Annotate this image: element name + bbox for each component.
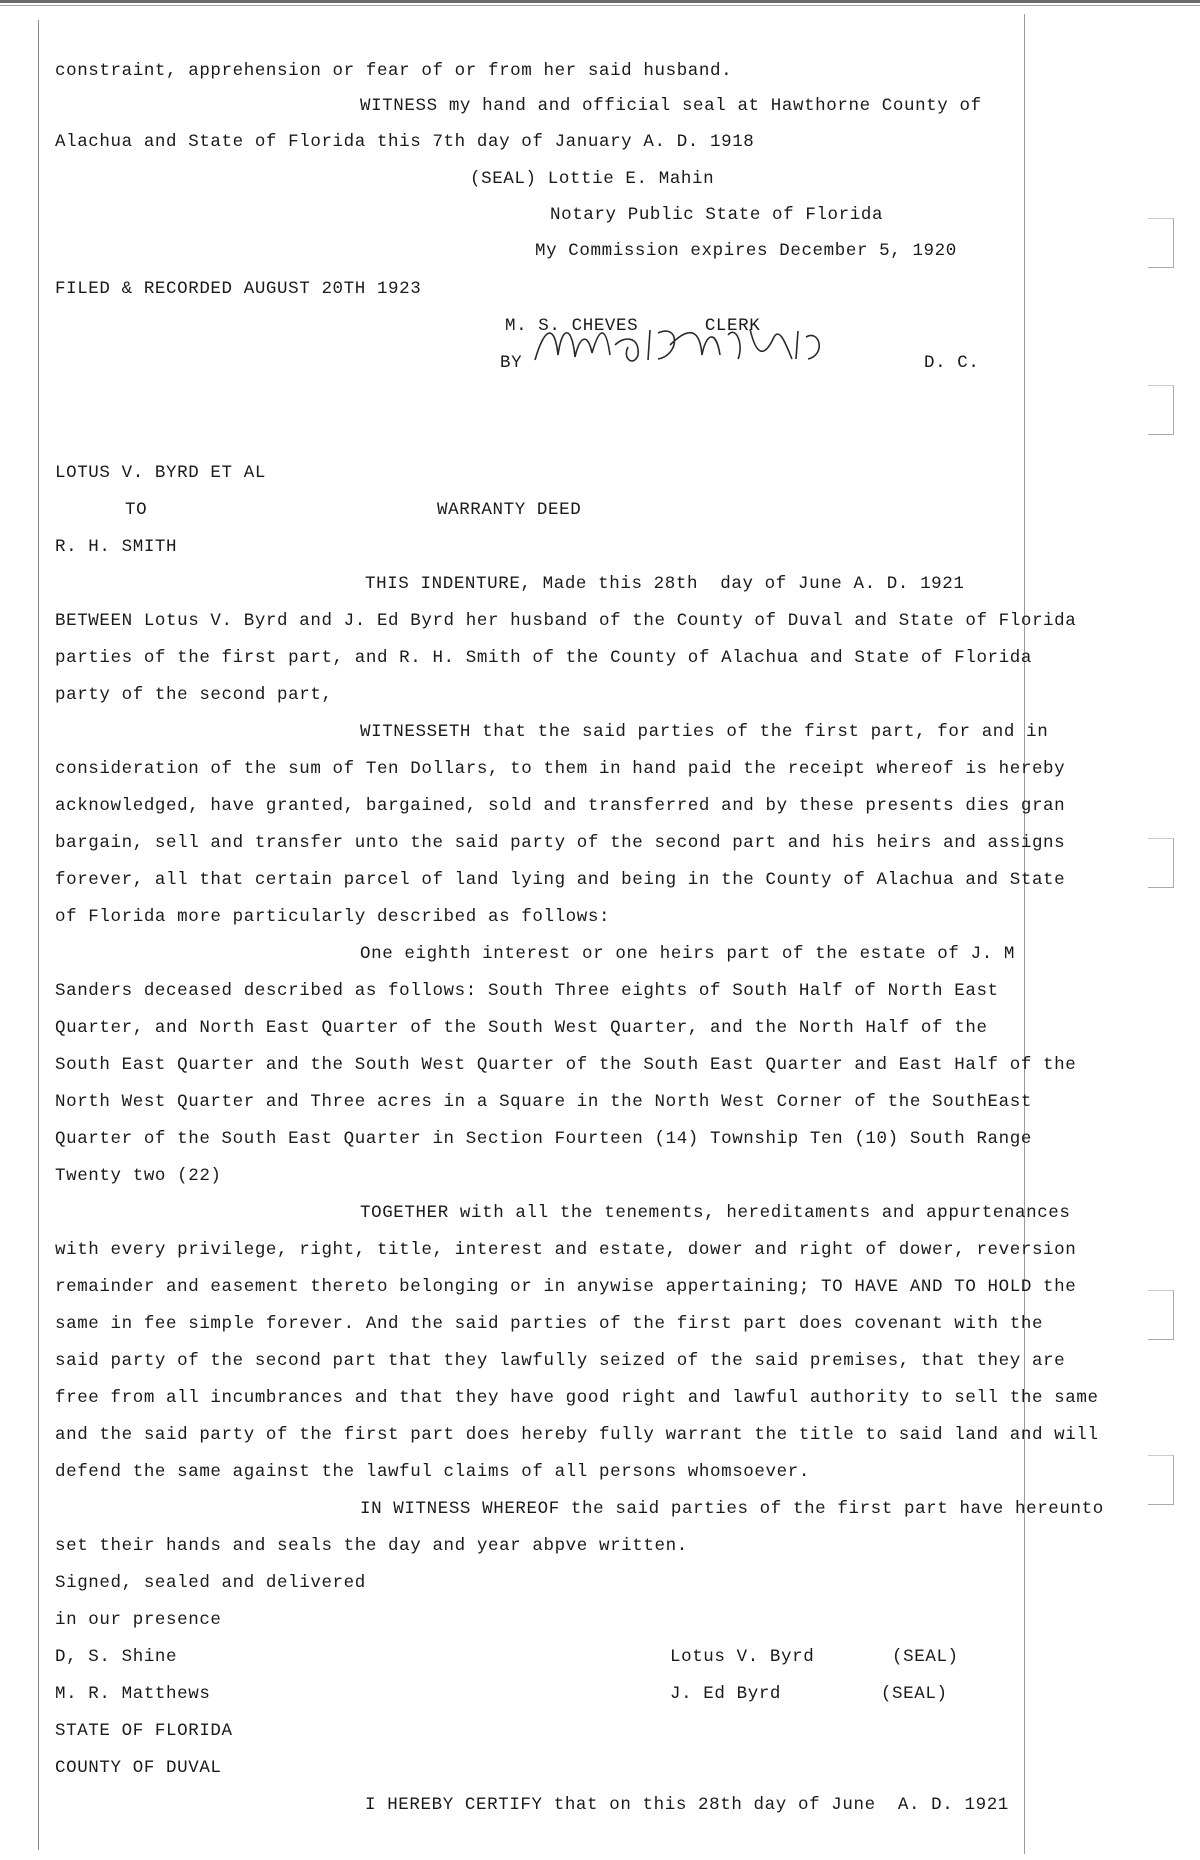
grantee-heading: R. H. SMITH: [55, 537, 178, 557]
doc-line: constraint, apprehension or fear of or from her said husband.: [55, 61, 733, 81]
doc-line: WITNESSETH that the said parties of the first part, for and in: [360, 722, 1049, 742]
doc-line: set their hands and seals the day and year abpve written.: [55, 1536, 688, 1556]
doc-line: TOGETHER with all the tenements, hereditaments and appurtenances: [360, 1203, 1071, 1223]
doc-line: BETWEEN Lotus V. Byrd and J. Ed Byrd her husband of the County of Duval and State of Florida: [55, 611, 1077, 631]
margin-mark: [1148, 385, 1174, 435]
doc-line: same in fee simple forever. And the said parties of the first part does covenant with the: [55, 1314, 1044, 1334]
doc-line: parties of the first part, and R. H. Smith of the County of Alachua and State of Florida: [55, 648, 1032, 668]
doc-line: Twenty two (22): [55, 1166, 222, 1186]
doc-line: COUNTY OF DUVAL: [55, 1758, 222, 1778]
doc-line: acknowledged, have granted, bargained, sold and transferred and by these presents dies gran: [55, 796, 1066, 816]
right-margin-rule: [1024, 14, 1025, 1854]
doc-line: Notary Public State of Florida: [550, 205, 884, 225]
doc-line: My Commission expires December 5, 1920: [535, 241, 957, 261]
witness-name: D, S. Shine: [55, 1647, 178, 1667]
doc-line: IN WITNESS WHEREOF the said parties of the first part have hereunto: [360, 1499, 1104, 1519]
margin-mark: [1148, 1290, 1174, 1340]
margin-mark: [1148, 1455, 1174, 1505]
doc-line: bargain, sell and transfer unto the said party of the second part and his heirs and assigns: [55, 833, 1066, 853]
doc-line: I HEREBY CERTIFY that on this 28th day of June A. D. 1921: [365, 1795, 1009, 1815]
doc-line: (SEAL) Lottie E. Mahin: [470, 169, 715, 189]
doc-line: South East Quarter and the South West Quarter of the South East Quarter and East Half of the: [55, 1055, 1077, 1075]
by-label: BY: [500, 353, 523, 373]
doc-line: defend the same against the lawful claims of all persons whomsoever.: [55, 1462, 810, 1482]
doc-line: THIS INDENTURE, Made this 28th day of June A. D. 1921: [365, 574, 965, 594]
left-margin-rule: [38, 20, 39, 1850]
doc-line: said party of the second part that they lawfully seized of the said premises, that they are: [55, 1351, 1066, 1371]
doc-line: Quarter, and North East Quarter of the South West Quarter, and the North Half of the: [55, 1018, 988, 1038]
doc-line: consideration of the sum of Ten Dollars, to them in hand paid the receipt whereof is hereby: [55, 759, 1066, 779]
doc-line: WITNESS my hand and official seal at Hawthorne County of: [360, 96, 982, 116]
grantor-heading: LOTUS V. BYRD ET AL: [55, 463, 266, 483]
to-heading: TO: [125, 500, 148, 520]
doc-line: party of the second part,: [55, 685, 333, 705]
doc-line: Signed, sealed and delivered: [55, 1573, 366, 1593]
deputy-clerk-label: D. C.: [924, 353, 980, 373]
doc-line: Sanders deceased described as follows: South Three eights of South Half of North East: [55, 981, 999, 1001]
deed-title: WARRANTY DEED: [437, 500, 582, 520]
doc-line: in our presence: [55, 1610, 222, 1630]
grantor-signature: Lotus V. Byrd (SEAL): [670, 1647, 959, 1667]
doc-line: Quarter of the South East Quarter in Section Fourteen (14) Township Ten (10) South Range: [55, 1129, 1032, 1149]
doc-line: North West Quarter and Three acres in a Square in the North West Corner of the SouthEast: [55, 1092, 1032, 1112]
clerk-line: M. S. CHEVES CLERK: [505, 316, 761, 336]
doc-line: remainder and easement thereto belonging or in anywise appertaining; TO HAVE AND TO HOLD the: [55, 1277, 1077, 1297]
doc-line: Alachua and State of Florida this 7th day of January A. D. 1918: [55, 132, 755, 152]
grantor-signature: J. Ed Byrd (SEAL): [670, 1684, 948, 1704]
filed-recorded-line: FILED & RECORDED AUGUST 20TH 1923: [55, 279, 422, 299]
doc-line: and the said party of the first part does hereby fully warrant the title to said land and will: [55, 1425, 1099, 1445]
witness-name: M. R. Matthews: [55, 1684, 211, 1704]
margin-mark: [1148, 218, 1174, 268]
page-top-rule: [0, 0, 1200, 6]
doc-line: free from all incumbrances and that they have good right and lawful authority to sell the same: [55, 1388, 1099, 1408]
doc-line: forever, all that certain parcel of land lying and being in the County of Alachua and State: [55, 870, 1066, 890]
doc-line: One eighth interest or one heirs part of the estate of J. M: [360, 944, 1016, 964]
doc-line: STATE OF FLORIDA: [55, 1721, 233, 1741]
clerk-signature: [530, 315, 830, 375]
margin-mark: [1148, 838, 1174, 888]
doc-line: with every privilege, right, title, interest and estate, dower and right of dower, reversion: [55, 1240, 1077, 1260]
doc-line: of Florida more particularly described as follows:: [55, 907, 611, 927]
